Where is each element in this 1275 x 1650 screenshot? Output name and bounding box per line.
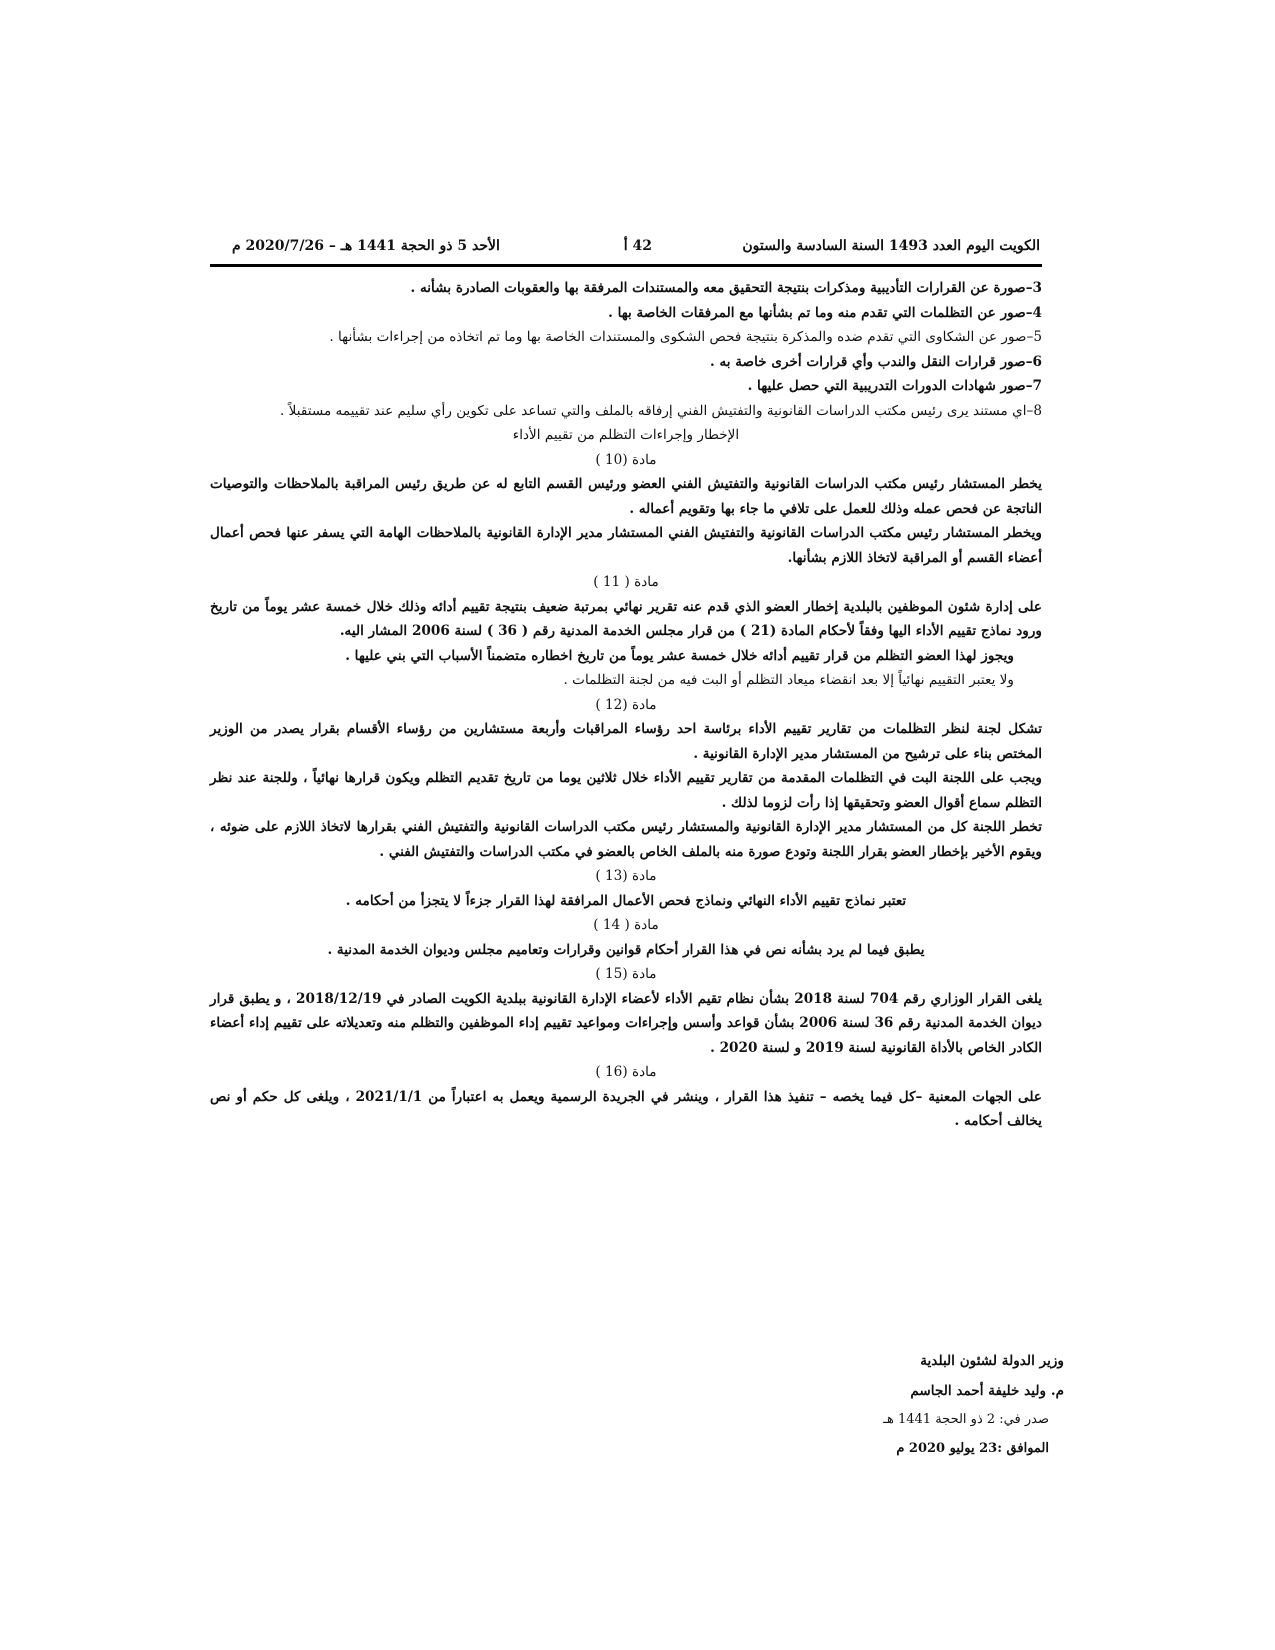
article-11-title: مادة ( 11 ) <box>593 574 659 590</box>
section-heading: الإخطار وإجراءات التظلم من تقييم الأداء <box>512 427 740 443</box>
article-10-paragraph: ويخطر المستشار رئيس مكتب الدراسات القانونية والتفتيش الفني المستشار مدير الإدارة القانونية بالملاحظات الهامة التي يسفر عنها فحص أعمال أعضاء القسم أو المراقبة لاتخاذ اللازم بشأنها. <box>210 525 1042 566</box>
signature-block <box>910 1346 1064 1406</box>
article-10-paragraph: يخطر المستشار رئيس مكتب الدراسات القانونية والتفتيش الفني العضو ورئيس القسم التابع له عن طريق رئيس المراقبة بالملاحظات والتوصيات الناتجة عن فحص عمله وذلك للعمل على تلافي ما جاء بها وتقويم أعماله . <box>210 476 1042 517</box>
article-12-title: مادة (12 ) <box>595 696 657 713</box>
list-item: 7–صور شهادات الدورات التدريبية التي حصل عليها . <box>747 378 1042 394</box>
issue-date-gregorian: الموافق :23 يوليو 2020 م <box>896 1441 1049 1456</box>
page-header <box>232 238 1040 262</box>
article-16-paragraph: على الجهات المعنية –كل فيما يخصه – تنفيذ هذا القرار ، وينشر في الجريدة الرسمية ويعمل به اعتباراً من 2021/1/1 ، ويلغى كل حكم أو نص يخالف أحكامه . <box>210 1088 1042 1129</box>
article-11-paragraph: ولا يعتبر التقييم نهائياً إلا بعد انقضاء ميعاد التظلم أو البت فيه من لجنة التظلمات . <box>563 672 1014 688</box>
article-11-paragraph: ويجوز لهذا العضو التظلم من قرار تقييم أدائه خلال خمسة عشر يوماً من تاريخ اخطاره متضمناً الأسباب التي بني عليها . <box>345 647 1014 664</box>
article-10-title: مادة (10 ) <box>595 451 657 468</box>
article-12-paragraph: تخطر اللجنة كل من المستشار مدير الإدارة القانونية والمستشار رئيس مكتب الدراسات القانونية والتفتيش الفني بقرارها لاتخاذ اللازم على ضوئه ، ويقوم الأخير بإخطار العضو بقرار اللجنة وتودع صورة منه بالملف الخاص بالعضو في مكتب الدراسات والتفتيش الفني . <box>210 819 1042 860</box>
list-item: 5–صور عن الشكاوى التي تقدم ضده والمذكرة بنتيجة فحص الشكوى والمستندات الخاصة بها وما تم اتخاذه من إجراءات بشأنها . <box>329 329 1042 345</box>
article-11-paragraph: على إدارة شئون الموظفين بالبلدية إخطار العضو الذي قدم عنه تقرير نهائي بمرتبة ضعيف بنتيجة تقييم أدائه وذلك خلال خمسة عشر يوماً من تاريخ ورود نماذج تقييم الأداء اليها وفقاً لأحكام المادة (21 ) من قرار مجلس الخدمة المدنية رقم ( 36 ) لسنة 2006 المشار اليه. <box>210 598 1042 639</box>
issue-date-hijri: صدر في: 2 ذو الحجة 1441 هـ <box>883 1412 1049 1427</box>
article-13-title: مادة (13 ) <box>595 868 657 884</box>
document-body <box>210 276 1042 1134</box>
header-page-number: 42 أ <box>623 238 652 254</box>
article-13-paragraph: تعتبر نماذج تقييم الأداء النهائي ونماذج فحص الأعمال المرافقة لهذا القرار جزءاً لا يتجزأ من أحكامه . <box>345 892 907 909</box>
article-14-title: مادة ( 14 ) <box>593 917 659 933</box>
article-12-paragraph: تشكل لجنة لنظر التظلمات من تقارير تقييم الأداء برئاسة احد رؤساء المراقبات وأربعة مستشارين من رؤساء الأقسام بقرار يصدر من الوزير المختص بناء على ترشيح من المستشار مدير الإدارة القانونية . <box>210 721 1042 762</box>
article-12-paragraph: ويجب على اللجنة البت في التظلمات المقدمة من تقارير تقييم الأداء خلال ثلاثين يوما من تاريخ تقديم التظلم ويكون قرارها نهائياً ، وللجنة عند نظر التظلم سماع أقوال العضو وتحقيقها إذا رأت لزوما لذلك . <box>210 770 1042 811</box>
issue-date-block <box>883 1405 1049 1463</box>
list-item: 3–صورة عن القرارات التأديبية ومذكرات بنتيجة التحقيق معه والمستندات المرفقة بها والعقوبات الصادرة بشأنه . <box>410 280 1042 296</box>
header-divider <box>210 264 1042 267</box>
article-16-title: مادة (16 ) <box>595 1064 657 1080</box>
signatory-name: م. وليد خليفة أحمد الجاسم <box>910 1383 1064 1399</box>
header-issue-info: الكويت اليوم العدد 1493 السنة السادسة والستون <box>742 238 1040 254</box>
list-item: 6–صور قرارات النقل والندب وأي قرارات أخرى خاصة به . <box>709 353 1042 370</box>
article-15-title: مادة (15 ) <box>595 966 657 982</box>
article-15-paragraph: يلغى القرار الوزاري رقم 704 لسنة 2018 بشأن نظام تقيم الأداء لأعضاء الإدارة القانونية ببلدية الكويت الصادر في 2018/12/19 ، و يطبق قرار ديوان الخدمة المدنية رقم 36 لسنة 2006 بشأن قواعد وأسس وإجراءات ومواعيد تقييم إداء الموظفين والتظلم منه وتعديلاته على تقييم إداء أعضاء الكادر الخاص بالأداة القانونية لسنة 2019 و لسنة 2020 . <box>210 990 1043 1056</box>
list-item: 4–صور عن التظلمات التي تقدم منه وما تم بشأنها مع المرفقات الخاصة بها . <box>608 304 1042 321</box>
header-date: الأحد 5 ذو الحجة 1441 هـ – 2020/7/26 م <box>232 238 500 254</box>
list-item: 8–اي مستند يرى رئيس مكتب الدراسات القانونية والتفتيش الفني إرفاقه بالملف والتي تساعد على تكوين رأي سليم عند تقييمه مستقبلاً . <box>279 402 1042 419</box>
article-14-paragraph: يطبق فيما لم يرد بشأنه نص في هذا القرار أحكام قوانين وقرارات وتعاميم مجلس وديوان الخدمة المدنية . <box>327 941 925 958</box>
signatory-title: وزير الدولة لشئون البلدية <box>920 1353 1064 1369</box>
